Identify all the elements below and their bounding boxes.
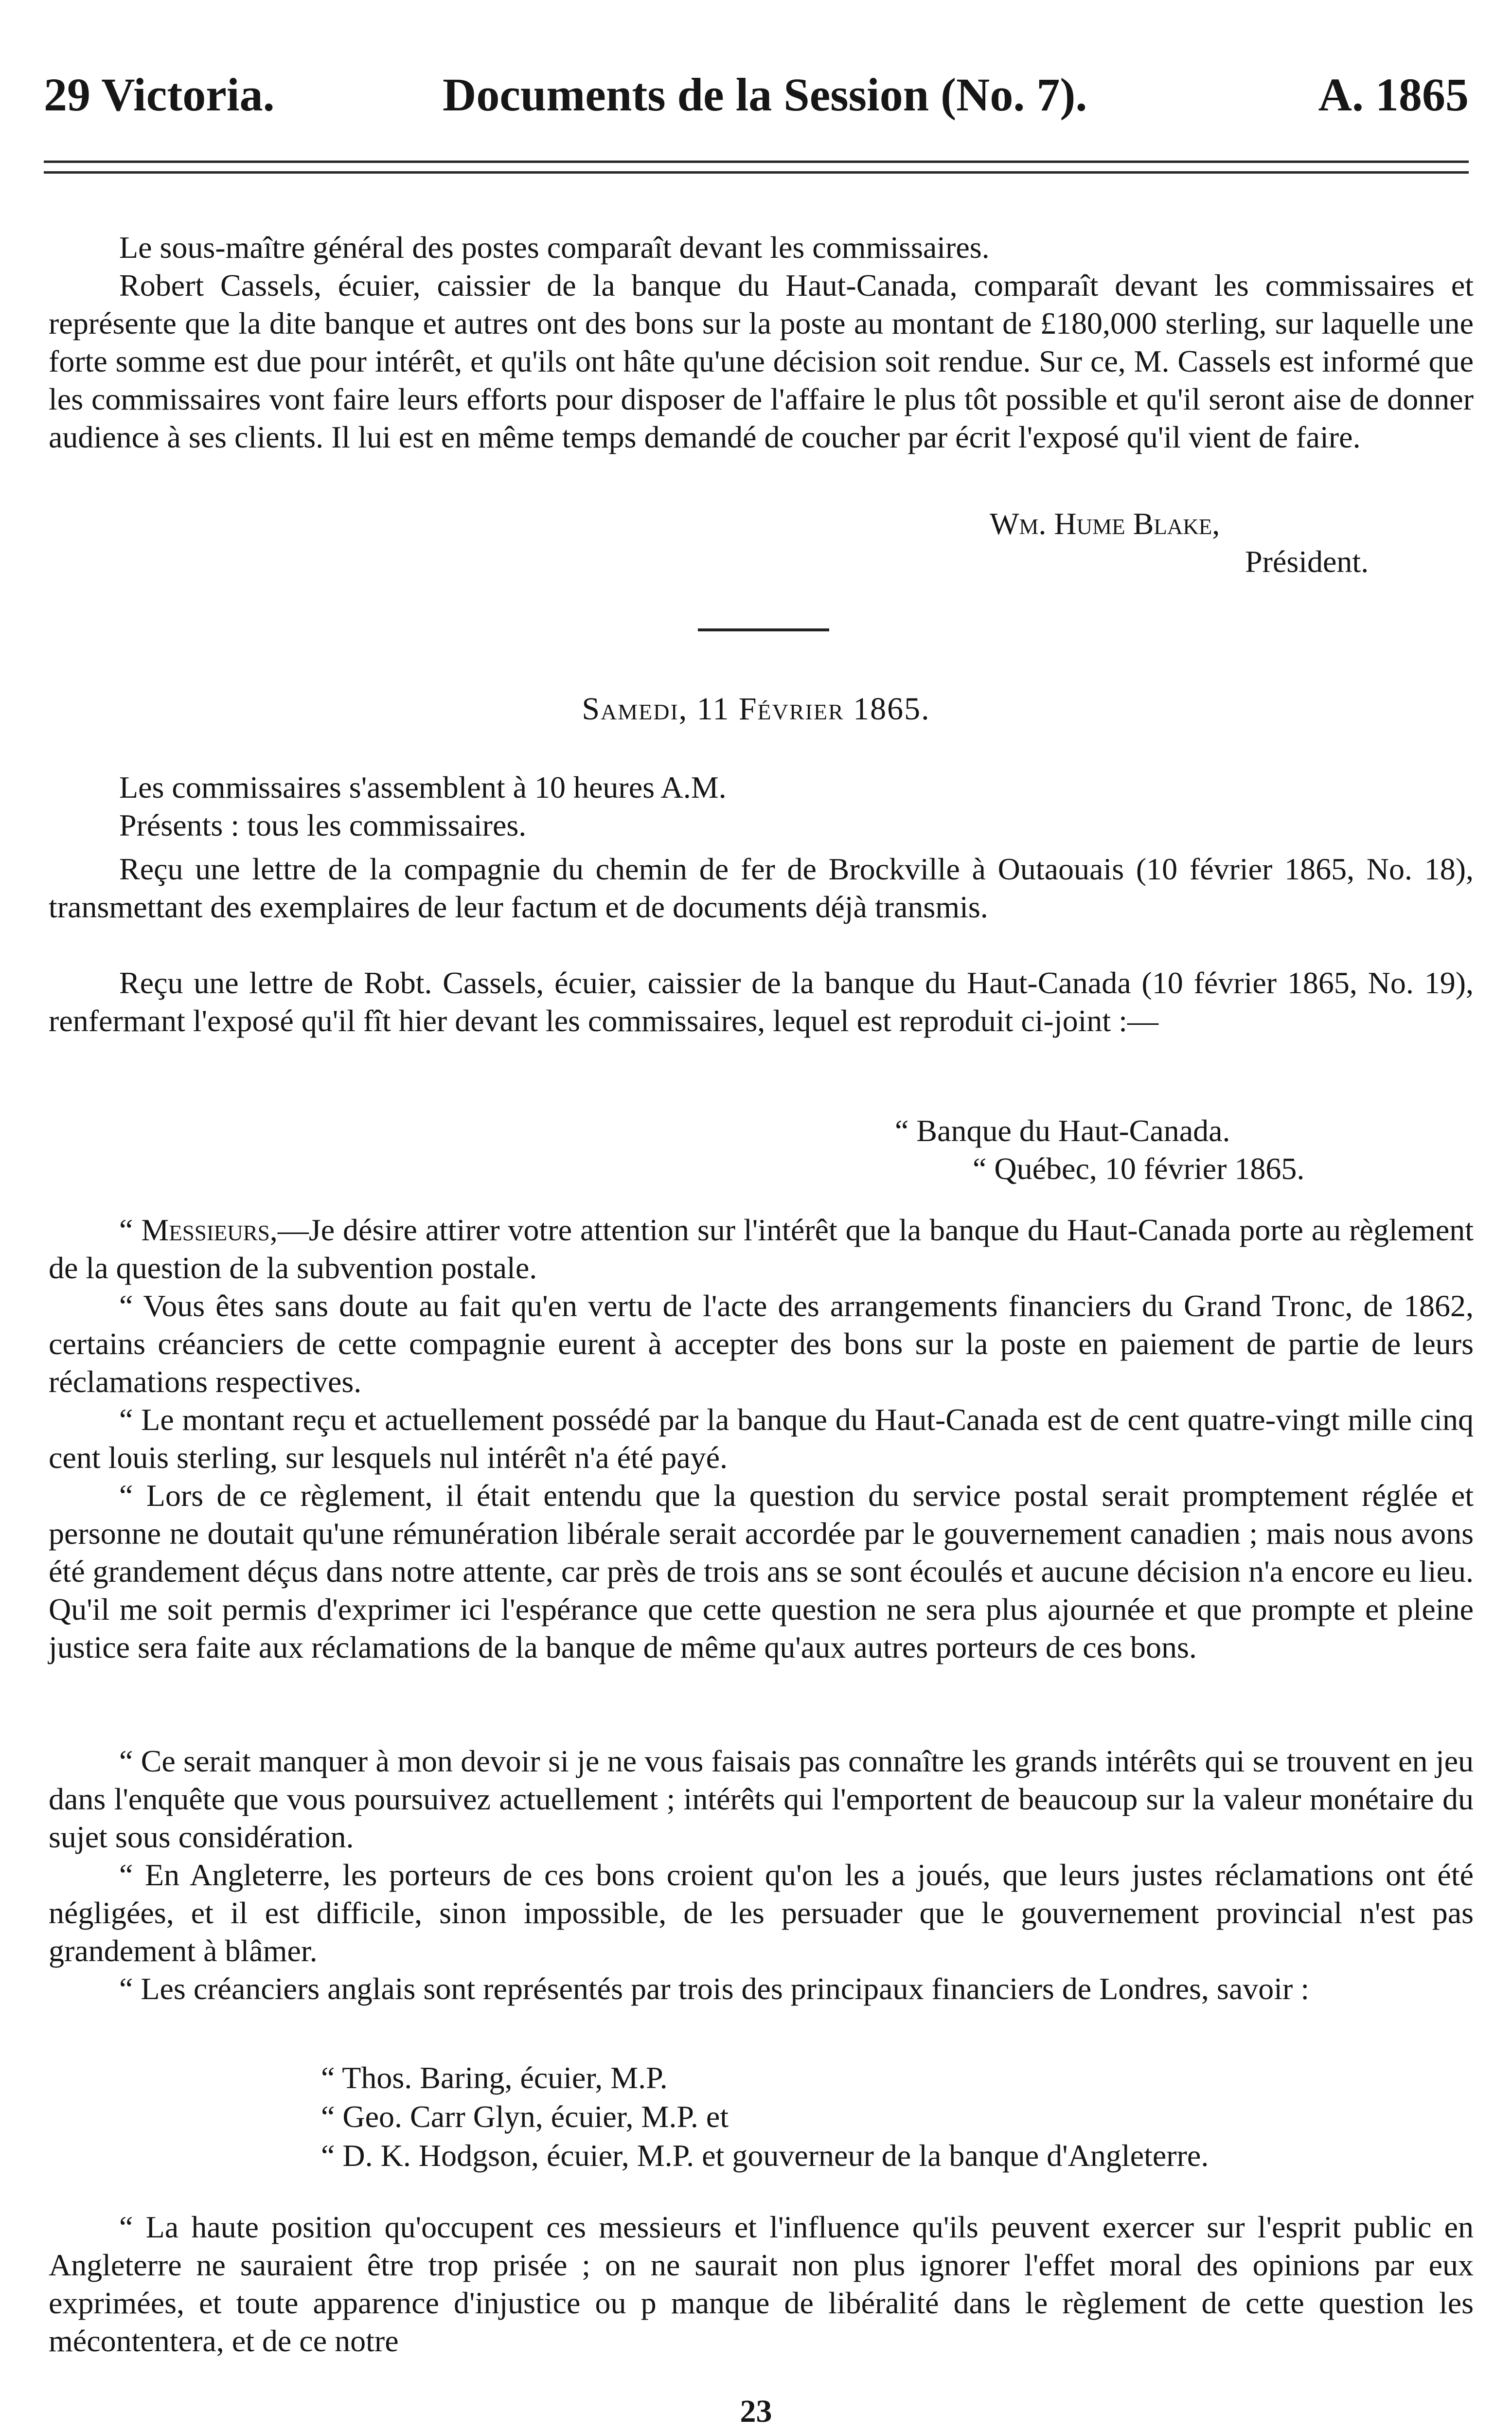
creditor-hodgson: “ D. K. Hodgson, écuier, M.P. et gouverneur de la banque d'Angleterre. (321, 2138, 1209, 2173)
letter-paragraph-settlement: “ Lors de ce règlement, il était entendu que la question du service postal serait promptement réglée et personne ne doutait qu'une rémunération libérale serait accordée par le gouvernement canadien ; mais nous avons été grandement déçus dans notre attente, car près de trois ans se sont écoulés et aucune décision n'a encore eu lieu. Qu'il me soit permis d'exprimer ici l'espérance que cette question ne sera plus ajournée et que prompte et pleine justice sera faite aux réclamations de la banque de même qu'aux autres porteurs de ces bons. (49, 1478, 1474, 1664)
header-rule-top (44, 161, 1469, 163)
paragraph-deputy-postmaster: Le sous-maître général des postes comparaît devant les commissaires. (119, 230, 990, 265)
letter-paragraph-england: “ En Angleterre, les porteurs de ces bons croient qu'on les a joués, que leurs justes réclamations ont été négligées, et il est difficile, sinon impossible, de les persuader que le gouvernement provincial n'est pas grandement à blâmer. (49, 1858, 1474, 1968)
section-divider (698, 628, 829, 631)
letter-salutation: “ Messieurs, (119, 1213, 278, 1247)
letter-paragraph-creditors: “ Les créanciers anglais sont représentés par trois des principaux financiers de Londres, savoir : (119, 1971, 1310, 2006)
received-letter-brockville: Reçu une lettre de la compagnie du chemin de fer de Brockville à Outaouais (10 février 1865, No. 18), transmettant des exemplaires de leur factum et de documents déjà transmis. (49, 852, 1474, 924)
signature-name: Wm. Hume Blake, (990, 506, 1220, 541)
letter-paragraph-grand-tronc: “ Vous êtes sans doute au fait qu'en vertu de l'acte des arrangements financiers du Grand Tronc, de 1862, certains créanciers de cette compagnie eurent à accepter des bons sur la poste en paiement de partie de leurs réclamations respectives. (49, 1288, 1474, 1399)
received-letter-cassels: Reçu une lettre de Robt. Cassels, écuier, caissier de la banque du Haut-Canada (10 février 1865, No. 19), renfermant l'exposé qu'il fît hier devant les commissaires, lequel est reproduit ci-joint :— (49, 966, 1474, 1038)
header-year: A. 1865 (1318, 69, 1469, 121)
header-rule-bottom (44, 171, 1469, 174)
page-number: 23 (740, 2394, 772, 2429)
signature-title: Président. (1245, 544, 1369, 579)
letter-place: “ Banque du Haut-Canada. (895, 1113, 1230, 1148)
letter-paragraph-amount: “ Le montant reçu et actuellement possédé par la banque du Haut-Canada est de cent quatre-vingt mille cinq cent louis sterling, sur lesquels nul intérêt n'a été payé. (49, 1402, 1474, 1475)
header-regnal-year: 29 Victoria. (44, 69, 275, 121)
running-header (44, 68, 1469, 122)
letter-date: “ Québec, 10 février 1865. (973, 1151, 1305, 1186)
letter-opening (49, 1211, 1474, 1287)
paragraph-cassels-appearance: Robert Cassels, écuier, caissier de la banque du Haut-Canada, comparaît devant les commissaires et représente que la dite banque et autres ont des bons sur la poste au montant de £180,000 sterling, sur laquelle une forte somme est due pour intérêt, et qu'ils ont hâte qu'une décision soit rendue. Sur ce, M. Cassels est informé que les commissaires vont faire leurs efforts pour disposer de l'affaire le plus tôt possible et qu'il seront aise de donner audience à ses clients. Il lui est en même temps demandé de coucher par écrit l'exposé qu'il vient de faire. (49, 268, 1474, 454)
section-date-heading: Samedi, 11 Février 1865. (582, 691, 930, 727)
letter-opening-text: —Je désire attirer votre attention sur l'intérêt que la banque du Haut-Canada porte au règlement de la question de la subvention postale. (49, 1213, 1474, 1285)
header-document-title: Documents de la Session (No. 7). (443, 69, 1087, 121)
meeting-assembly-line: Les commissaires s'assemblent à 10 heures A.M. (119, 770, 727, 805)
letter-paragraph-interests: “ Ce serait manquer à mon devoir si je ne vous faisais pas connaître les grands intérêts qui se trouvent en jeu dans l'enquête que vous poursuivez actuellement ; intérêts qui l'emportent de beaucoup sur la valeur monétaire du sujet sous considération. (49, 1744, 1474, 1854)
meeting-present-line: Présents : tous les commissaires. (119, 808, 527, 842)
creditor-baring: “ Thos. Baring, écuier, M.P. (321, 2060, 668, 2095)
creditor-glyn: “ Geo. Carr Glyn, écuier, M.P. et (321, 2099, 729, 2134)
letter-paragraph-influence: “ La haute position qu'occupent ces messieurs et l'influence qu'ils peuvent exercer sur l'esprit public en Angleterre ne sauraient être trop prisée ; on ne saurait non plus ignorer l'effet moral des opinions par eux exprimées, et toute apparence d'injustice ou p manque de libéralité dans le règlement de cette question les mécontentera, et de ce notre (49, 2210, 1474, 2358)
